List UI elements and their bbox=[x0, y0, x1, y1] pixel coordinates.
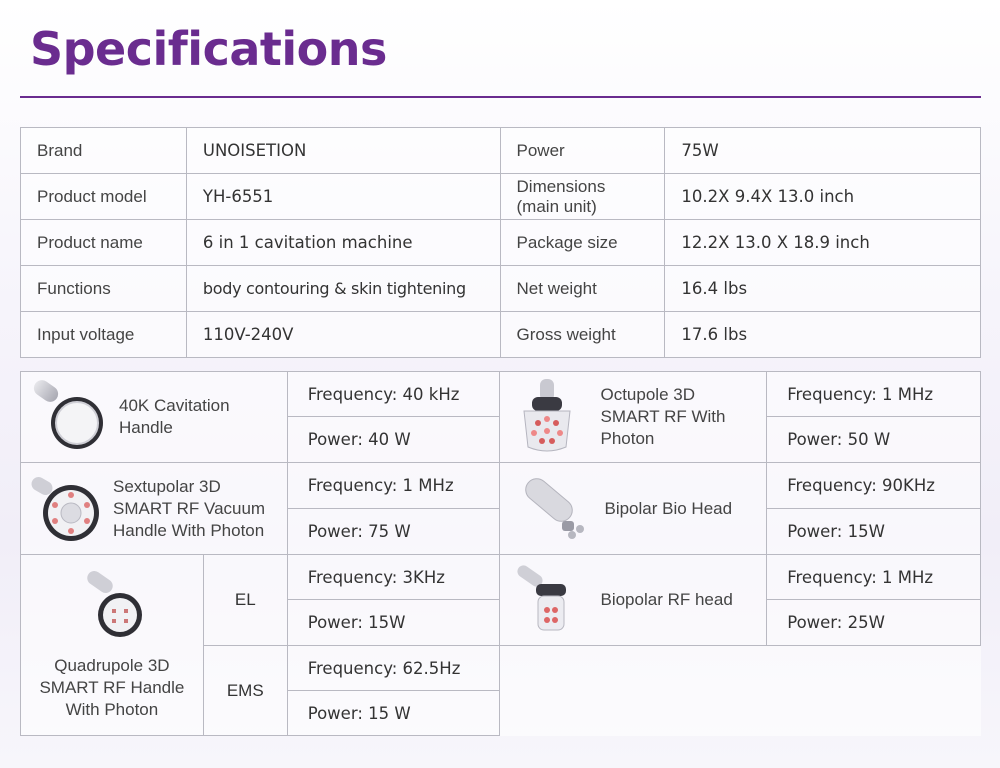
handle-power: Power: 40 W bbox=[287, 417, 500, 463]
biopolar-rf-head-icon bbox=[510, 560, 590, 640]
handle-name: Quadrupole 3D SMART RF Handle With Photon bbox=[39, 656, 185, 719]
page-title: Specifications bbox=[30, 22, 387, 76]
spec-value: UNOISETION bbox=[186, 128, 500, 174]
title-divider bbox=[20, 96, 981, 98]
spec-label: Functions bbox=[21, 266, 187, 312]
handle-name: 40K Cavitation Handle bbox=[119, 396, 230, 437]
handle-power: Power: 50 W bbox=[767, 417, 981, 463]
spec-label: Gross weight bbox=[500, 312, 665, 358]
spec-value: 10.2X 9.4X 13.0 inch bbox=[665, 174, 981, 220]
spec-label: Product name bbox=[21, 220, 187, 266]
spec-label: Package size bbox=[500, 220, 665, 266]
sextupolar-handle-icon bbox=[27, 469, 107, 549]
empty-cell bbox=[500, 646, 981, 736]
quadrupole-handle-icon bbox=[72, 569, 152, 649]
mode-label-el: EL bbox=[203, 555, 287, 646]
cavitation-handle-icon bbox=[27, 377, 107, 457]
handle-cavitation bbox=[21, 372, 288, 463]
handle-frequency: Frequency: 62.5Hz bbox=[287, 646, 500, 691]
spec-row-model bbox=[21, 174, 981, 220]
handle-biopolar bbox=[500, 555, 767, 646]
handle-frequency: Frequency: 1 MHz bbox=[767, 372, 981, 417]
handle-frequency: Frequency: 1 MHz bbox=[767, 555, 981, 600]
spec-value: 16.4 lbs bbox=[665, 266, 981, 312]
handle-quadrupole bbox=[21, 555, 204, 736]
handle-name: Biopolar RF head bbox=[600, 590, 733, 609]
handle-power: Power: 15 W bbox=[287, 691, 500, 736]
spec-label: Brand bbox=[21, 128, 187, 174]
spec-table bbox=[20, 127, 981, 358]
spec-label: Dimensions (main unit) bbox=[500, 174, 665, 220]
spec-label: Input voltage bbox=[21, 312, 187, 358]
spec-value: 110V-240V bbox=[186, 312, 500, 358]
spec-row-functions bbox=[21, 266, 981, 312]
spec-label: Net weight bbox=[500, 266, 665, 312]
spec-value: 75W bbox=[665, 128, 981, 174]
handle-power: Power: 15W bbox=[767, 509, 981, 555]
handle-frequency: Frequency: 3KHz bbox=[287, 555, 500, 600]
handle-frequency: Frequency: 40 kHz bbox=[287, 372, 500, 417]
octupole-handle-icon bbox=[510, 377, 590, 457]
handle-power: Power: 25W bbox=[767, 600, 981, 646]
handle-name: Octupole 3D SMART RF With Photon bbox=[600, 385, 726, 448]
handle-power: Power: 75 W bbox=[287, 509, 500, 555]
mode-label-ems: EMS bbox=[203, 646, 287, 736]
spec-value: 6 in 1 cavitation machine bbox=[186, 220, 500, 266]
spec-value: 12.2X 13.0 X 18.9 inch bbox=[665, 220, 981, 266]
spec-value: YH-6551 bbox=[186, 174, 500, 220]
handle-name: Sextupolar 3D SMART RF Vacuum Handle With Photon bbox=[113, 476, 266, 540]
spec-value: body contouring & skin tightening bbox=[186, 266, 500, 312]
handle-frequency: Frequency: 1 MHz bbox=[287, 463, 500, 509]
bipolar-head-icon bbox=[514, 469, 594, 549]
handles-table bbox=[20, 371, 981, 736]
spec-label: Product model bbox=[21, 174, 187, 220]
spec-row-name bbox=[21, 220, 981, 266]
handle-name: Bipolar Bio Head bbox=[604, 498, 733, 518]
handle-octupole bbox=[500, 372, 767, 463]
spec-row-voltage bbox=[21, 312, 981, 358]
spec-row-brand bbox=[21, 128, 981, 174]
handle-bipolar bbox=[500, 463, 767, 555]
handle-power: Power: 15W bbox=[287, 600, 500, 646]
handle-frequency: Frequency: 90KHz bbox=[767, 463, 981, 509]
spec-value: 17.6 lbs bbox=[665, 312, 981, 358]
spec-label: Power bbox=[500, 128, 665, 174]
handle-sextupolar bbox=[21, 463, 288, 555]
